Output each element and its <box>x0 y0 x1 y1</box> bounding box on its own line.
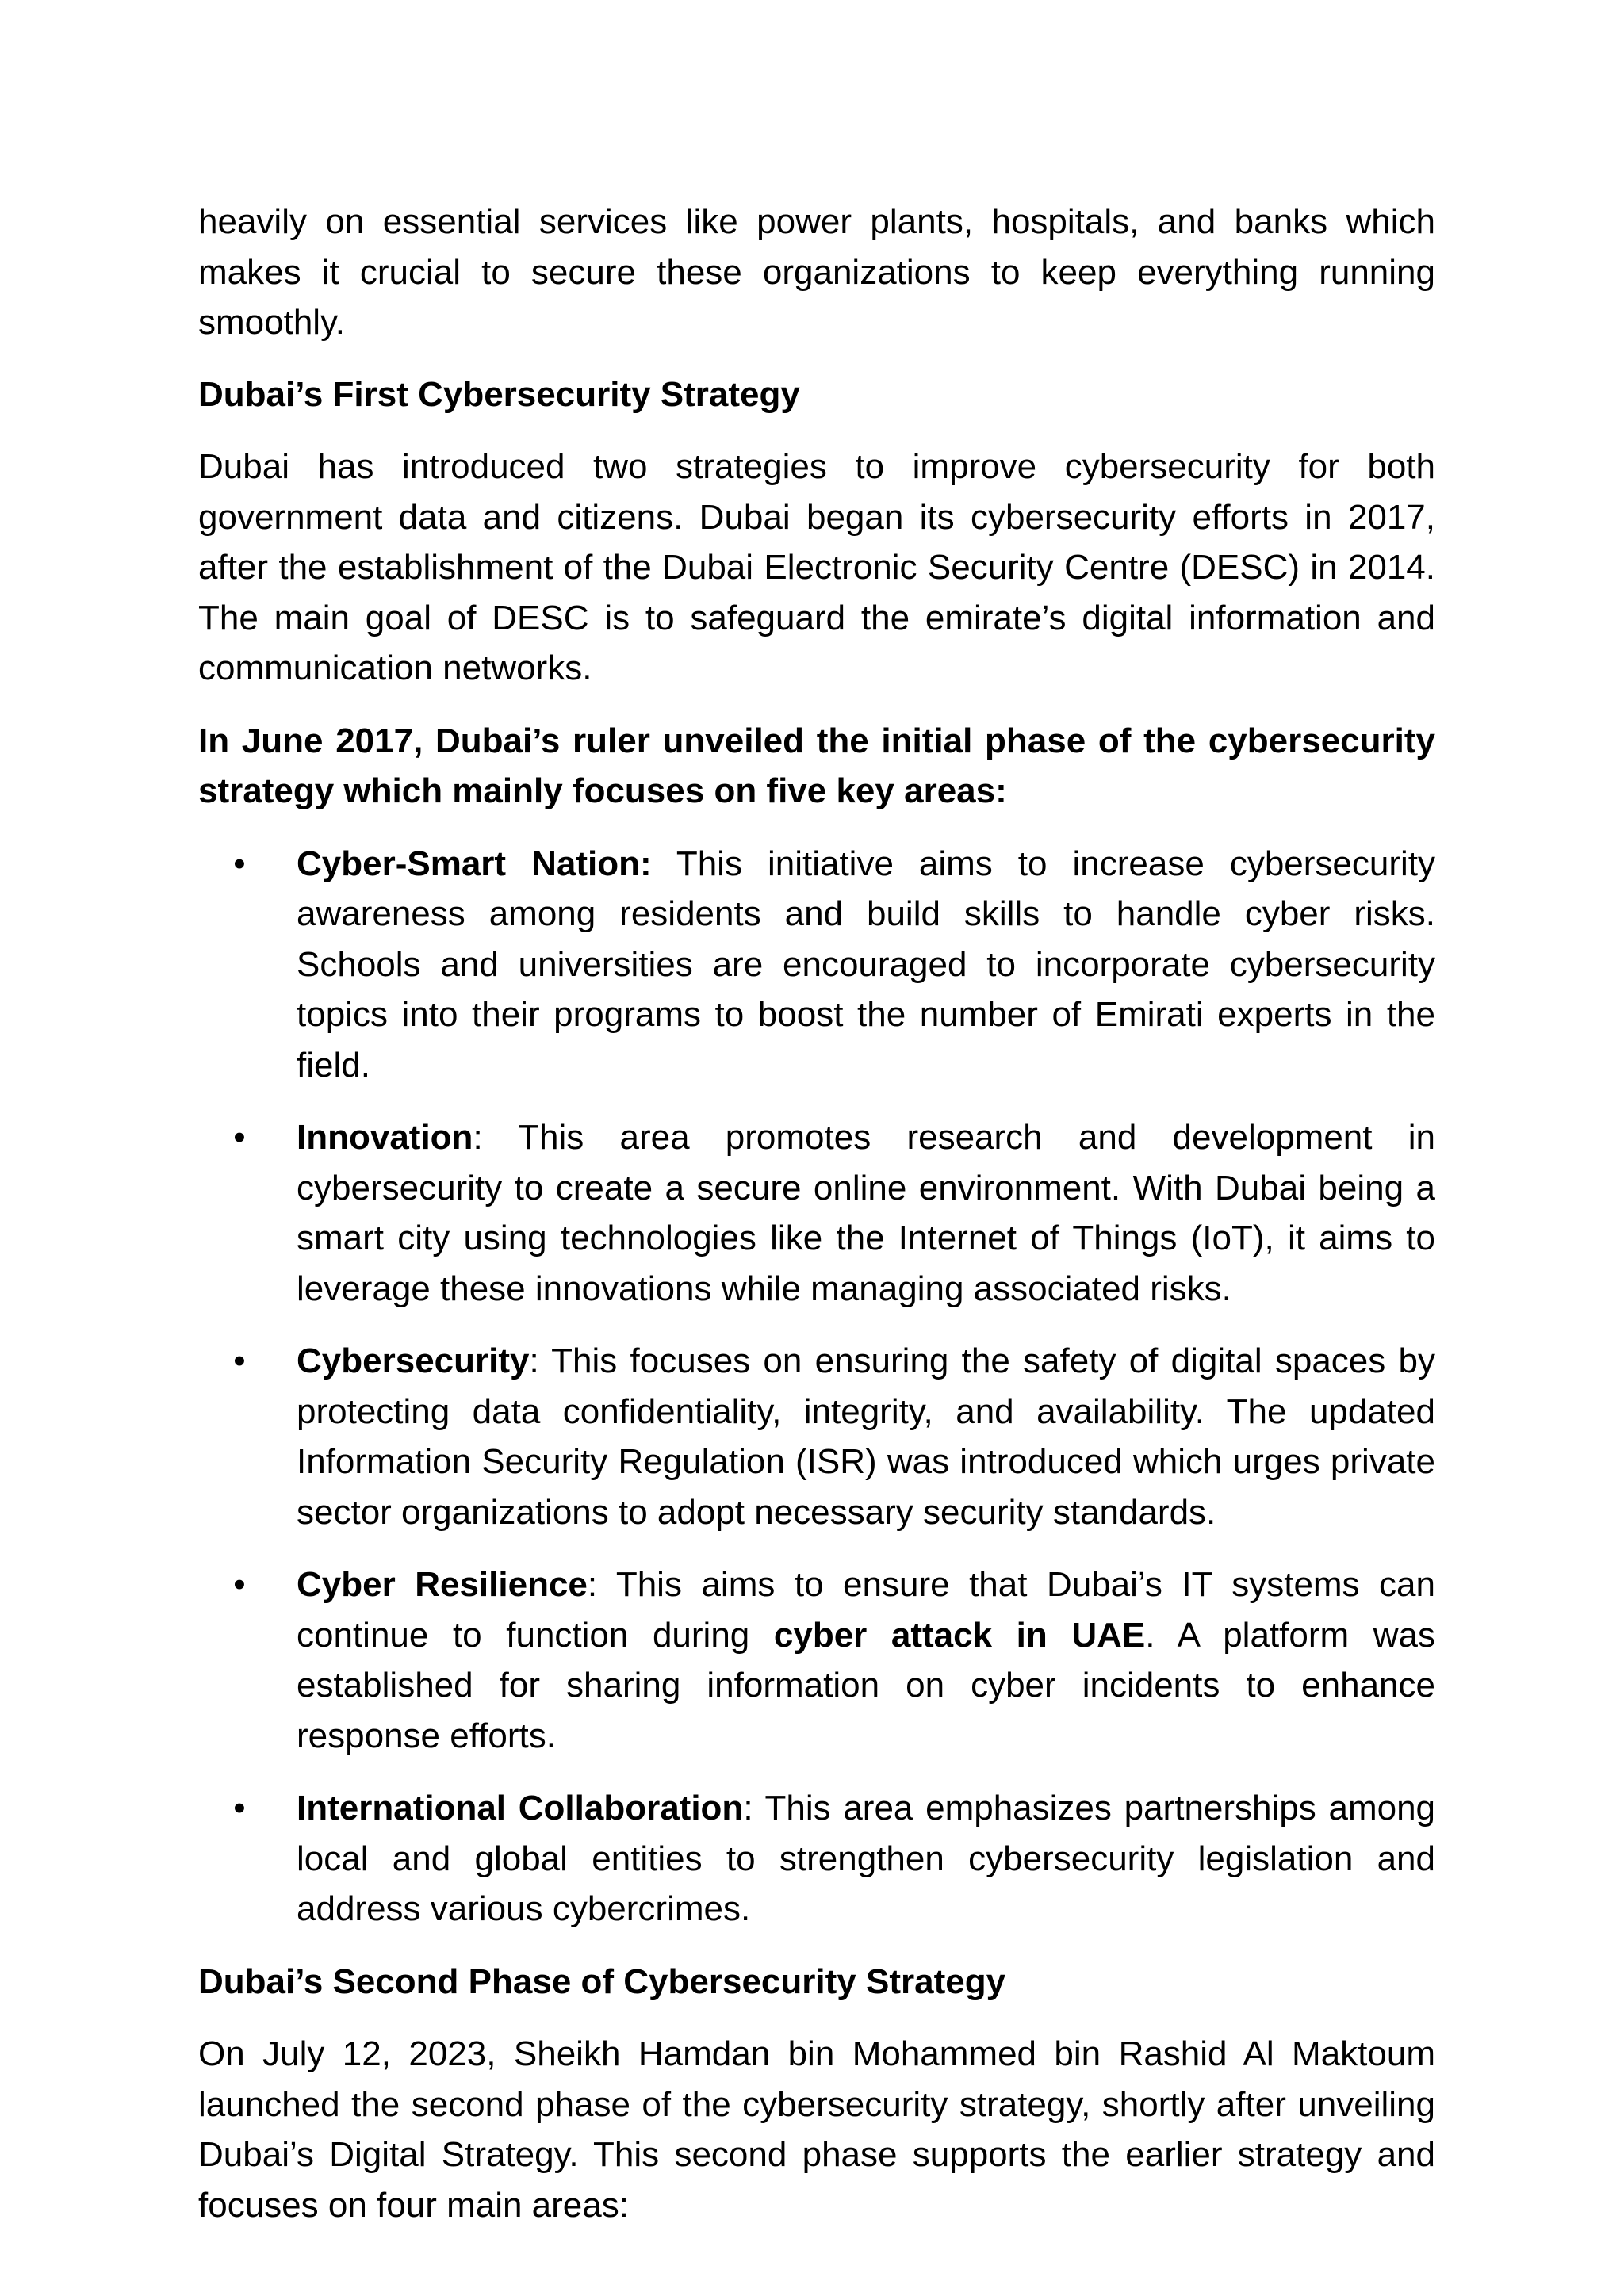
list-item-cybersecurity <box>233 1336 1435 1537</box>
bullet-icon: • <box>233 1565 246 1604</box>
list-item-text: : This area emphasizes partnerships among local and global entities to strengthen cybersecurity legislation and address various cybercrimes. <box>297 1789 1436 1928</box>
bullet-icon: • <box>233 1789 246 1827</box>
continuation-paragraph: heavily on essential services like power plants, hospitals, and banks which makes it crucial to secure these organizations to keep everything running smoothly. <box>198 202 1435 342</box>
list-item-term: International Collaboration <box>297 1789 744 1827</box>
list-item-term: Cybersecurity <box>297 1341 530 1380</box>
list-item-international-collaboration <box>233 1783 1436 1934</box>
section-heading-first-strategy: Dubai’s First Cybersecurity Strategy <box>198 374 800 414</box>
list-item-term: Cyber-Smart Nation: <box>297 844 652 883</box>
second-phase-paragraph: On July 12, 2023, Sheikh Hamdan bin Mohammed bin Rashid Al Maktoum launched the second phase of the cybersecurity strategy, shortly after unveiling Dubai’s Digital Strategy. This second phase supports the earlier strategy and focuses on four main areas: <box>198 2034 1435 2225</box>
bullet-icon: • <box>233 1118 246 1157</box>
cyber-attack-uae-link[interactable]: cyber attack in UAE <box>773 1615 1146 1655</box>
list-item-innovation <box>233 1112 1435 1314</box>
first-phase-intro: In June 2017, Dubai’s ruler unveiled the initial phase of the cybersecurity strategy which mainly focuses on five key areas: <box>198 721 1435 810</box>
list-item-text-after: . A platform was established for sharing information on cyber incidents to enhance response efforts. <box>297 1615 1435 1755</box>
list-item-term: Innovation <box>297 1118 473 1157</box>
bullet-icon: • <box>233 844 246 883</box>
list-item-text: : This focuses on ensuring the safety of digital spaces by protecting data confidentiality, integrity, and availability. The updated Information Security Regulation (ISR) was introduced which urges private sector organizations to adopt necessary security standards. <box>297 1341 1435 1532</box>
document-page <box>198 197 1435 2252</box>
bullet-icon: • <box>233 1341 246 1380</box>
key-areas-list <box>198 839 1435 1934</box>
list-item-text: : This aims to ensure that Dubai’s IT systems can continue to function during <box>297 1565 1435 1655</box>
section-heading-second-phase: Dubai’s Second Phase of Cybersecurity Strategy <box>198 1961 1006 2001</box>
desc-paragraph: Dubai has introduced two strategies to improve cybersecurity for both government data and citizens. Dubai began its cybersecurity efforts in 2017, after the establishment of the Dubai Electronic Security Centre (DESC) in 2014. The main goal of DESC is to safeguard the emirate’s digital information and communication networks. <box>198 447 1435 687</box>
list-item-term: Cyber Resilience <box>297 1565 588 1604</box>
list-item-text: : This area promotes research and development in cybersecurity to create a secure online environment. With Dubai being a smart city using technologies like the Internet of Things (IoT), it aims to leverage these innovations while managing associated risks. <box>297 1118 1435 1308</box>
list-item-cyber-resilience <box>233 1559 1435 1761</box>
list-item-cyber-smart-nation <box>233 839 1436 1091</box>
list-item-text: This initiative aims to increase cybersecurity awareness among residents and build skills to handle cyber risks. Schools and universities are encouraged to incorporate cybersecurity topics into their programs to boost the number of Emirati experts in the field. <box>297 844 1436 1085</box>
